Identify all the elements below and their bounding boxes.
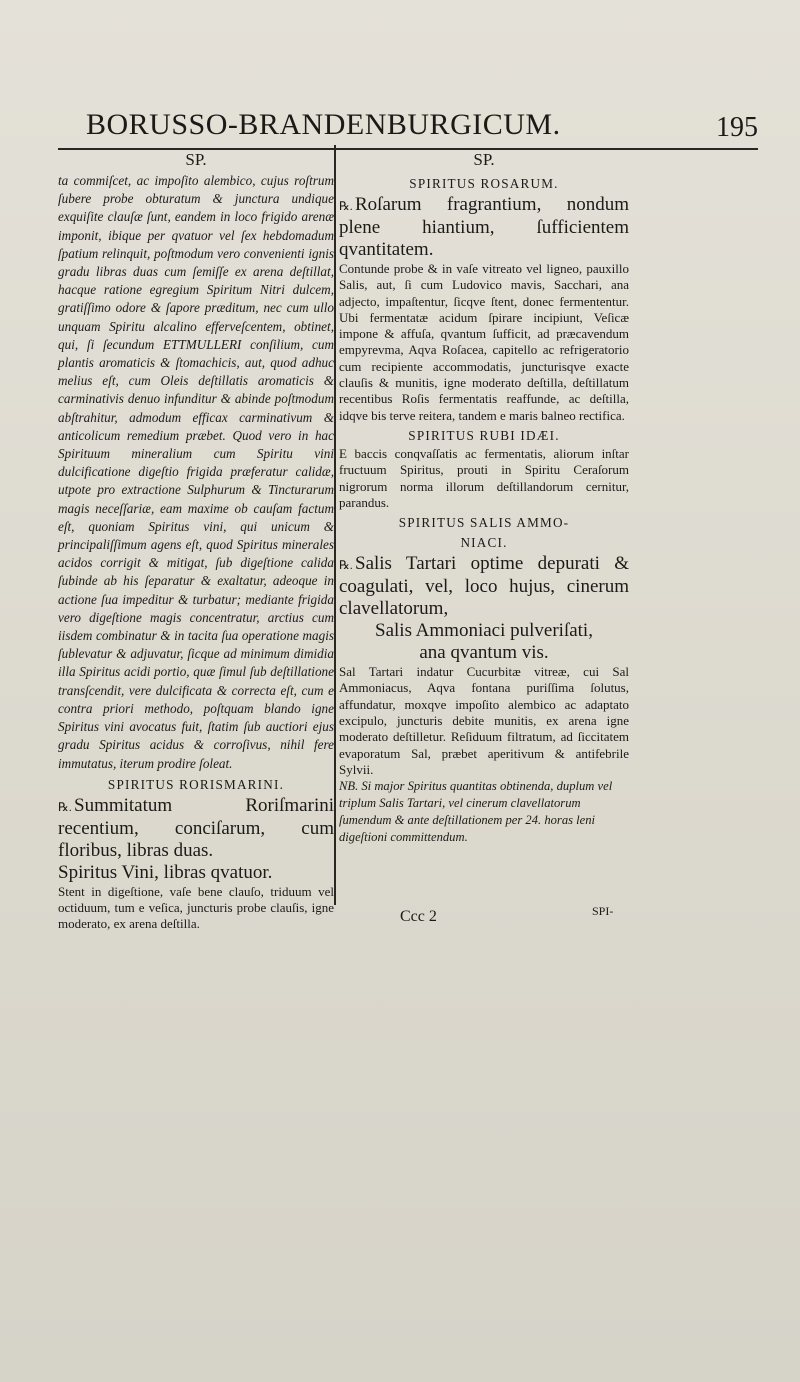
section-title-ammoniaci-2: NIACI. xyxy=(460,535,508,551)
right-column xyxy=(339,150,629,846)
column-divider xyxy=(334,145,336,905)
left-column xyxy=(58,150,334,933)
instructions-ammoniaci: Sal Tartari indatur Cucurbitæ vitreæ, cui Sal Ammoniacus, Aqva fontana puriſſima ſolutus, affundatur, moxqve impoſito alembico ac adaptato excipulo, juncturis debite munitis, ex arena igne moderato deſtilletur. Reſiduum filtratum, ad ſiccitatem evaporatum Sal, præbet aperitivum & antifebrile Sylvii. xyxy=(339,664,629,777)
recipe-symbol: ℞. xyxy=(58,799,72,814)
recipe-symbol: ℞. xyxy=(339,199,353,213)
section-title-rosarum: SPIRITUS ROSARUM. xyxy=(409,176,559,191)
section-title-ammoniaci-1: SPIRITUS SALIS AMMO- xyxy=(398,515,570,531)
catchword: SPI- xyxy=(592,904,614,918)
recipe-ammoniaci-2: Salis Ammoniaci pulveriſati, xyxy=(375,620,593,642)
running-title: BORUSSO-BRANDENBURGICUM. xyxy=(86,108,561,141)
note-nb: NB. Si major Spiritus quantitas obtinenda, duplum vel triplum Salis Tartari, vel cinerum clavellatorum ſumendum & ante deſtillationem per 24. horas leni digeſtioni committendum. xyxy=(339,779,613,845)
recipe-rosarum xyxy=(339,194,629,261)
recipe-rorismarini-2: Spiritus Vini, libras qvatuor. xyxy=(58,861,273,883)
left-paragraph: ta commiſcet, ac impoſito alembico, cujus roſtrum ſubere probe obturatum & junctura undique exquiſite clauſæ ſunt, eandem in loco frigido arenæ imponit, ibique per qvatuor vel ſex hebdomadum ſpatium relinquit, poſtmodum vero convenienti ignis gradu libras duas cum ſemiſſe ex arena deſtillat, hacque ratione egregium Spiritum Nitri dulcem, gratiſſimo odore & ſapore præditum, nec cum ullo unquam Spiritu alcalino efferveſcentem, obtinet, qui, ſi ſecundum ETTMULLERI conſilium, cum plantis aromaticis & ſtomachicis, aut, quod adhuc melius eſt, cum Oleis deſtillatis aromaticis & carminativis denuo infunditur & abinde poſtmodum abſtrahitur, admodum efficax carminativum & anticolicum remedium præbet. Quod vero in hac Spirituum mineralium cum Spiritu vini dulcificatione digeſtio frigida præferatur calidæ, utpote pro extractione Sulphurum & Tincturarum magis neceſſariæ, eam maxime ob cauſam factum eſt, quoniam Spiritus vini, qui unicum & principaliſſimum agens eſt, quod Spiritus minerales acidos corrigit & mitigat, ſub digeſtione calida ſubinde ab his ſeparatur & exaltatur, adeoque in actione ſua impeditur & turbatur; mediante frigida vero digeſtione magis concentratur, arctius cum iisdem combinatur & in tacita ſua operatione magis ſublevatur & adjuvatur, ſicque ad minimum dimidia illa Spiritus acidi portio, quæ ſimul ſub deſtillatione transſcendit, vere dulcificata & correcta eſt, cum e contra priori methodo, poſtquam blando igne Spiritus vini avocatus fuit, ſtatim ſub auctiori ejus gradu Spiritus acidus & corroſivus, nihil fere immutatus, iterum prodire ſoleat. xyxy=(58,173,334,771)
instructions-rorismarini: Stent in digeſtione, vaſe bene clauſo, triduum vel octiduum, tum e veſica, juncturis probe clauſis, igne moderato, ex arena deſtilla. xyxy=(58,883,334,932)
signature-mark: Ccc 2 xyxy=(400,908,437,925)
section-title-rubi: SPIRITUS RUBI IDÆI. xyxy=(408,427,560,443)
recipe-rorismarini-1-text: Summitatum Roriſmarini recentium, conciſarum, cum floribus, libras duas. xyxy=(58,794,334,861)
instructions-rubi: E baccis conqvaſſatis ac fermentatis, aliorum inſtar fructuum Spiritus, prouti in Spiritu Ceraſorum nigrorum norma illorum deſtillandorum cernitur, parandus. xyxy=(339,445,629,510)
recipe-rorismarini-1 xyxy=(58,795,334,862)
running-header xyxy=(58,108,758,150)
right-column-head: SP. xyxy=(473,150,495,169)
left-column-head: SP. xyxy=(185,150,207,169)
recipe-ammoniaci-3: ana qvantum vis. xyxy=(419,642,549,664)
recipe-symbol: ℞. xyxy=(339,558,353,573)
recipe-ammoniaci-1-text: Salis Tartari optime depurati & coagulati, vel, loco hujus, cinerum clavellatorum, xyxy=(339,553,629,620)
section-title-rorismarini: SPIRITUS RORISMARINI. xyxy=(107,776,285,792)
instructions-rosarum: Contunde probe & in vaſe vitreato vel ligneo, pauxillo Salis, aut, ſi cum Ludovico mavis, Sacchari, ana adjecto, impaſtentur, ſicqve ſtent, donec fermententur. Ubi fermentatæ acidum ſpirare incipiunt, Veſicæ impone & affuſa, qvantum ſufficit, ad præcavendum empyrevma, Aqva Roſacea, capitello ac refrigeratorio cum recipiente accommodatis, juncturisqve exacte clauſis & munitis, igne moderato deſtilla, deſtillatum recentibus Roſis fermentatis reaffunde, ac deſtilla, idqve bis terve reitera, tandem e maris balneo rectifica. xyxy=(339,261,629,423)
recipe-rosarum-text: Roſarum fragrantium, nondum plene hiantium, ſufficientem qvantitatem. xyxy=(339,194,629,260)
recipe-ammoniaci-1 xyxy=(339,553,629,620)
page-number: 195 xyxy=(716,112,758,143)
